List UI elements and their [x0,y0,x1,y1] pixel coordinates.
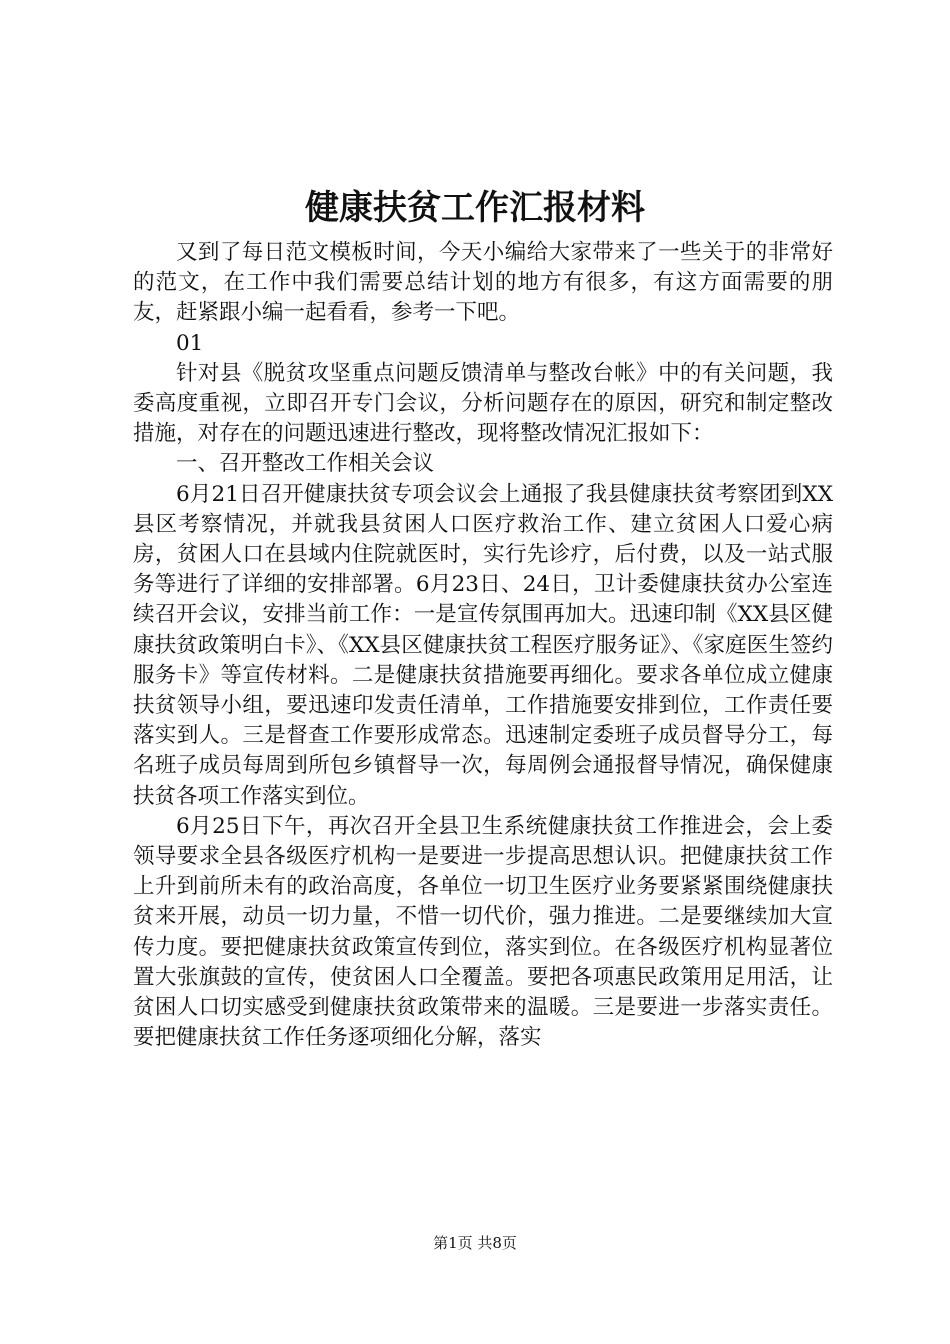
section-heading: 一、召开整改工作相关会议 [176,451,435,477]
document-body [133,238,833,1053]
paragraph-meeting-june-25: 6月25日下午，再次召开全县卫生系统健康扶贫工作推进会，会上委领导要求全县各级医疗机构一是要进一步提高思想认识。把健康扶贫工作上升到前所未有的政治高度，各单位一切卫生医疗业务要紧紧围绕健康扶贫来开展，动员一切力量，不惜一切代价，强力推进。二是要继续加大宣传力度。要把健康扶贫政策宣传到位，落实到位。在各级医疗机构显著位置大张旗鼓的宣传，使贫困人口全覆盖。要把各项惠民政策用足用活，让贫困人口切实感受到健康扶贫政策带来的温暖。三是要进一步落实责任。要把健康扶贫工作任务逐项细化分解，落实 [133,813,833,1051]
document-title: 健康扶贫工作汇报材料 [305,188,645,228]
paragraph-meeting-june-21: 6月21日召开健康扶贫专项会议会上通报了我县健康扶贫考察团到XX县区考察情况，并就我县贫困人口医疗救治工作、建立贫困人口爱心病房，贫困人口在县域内住院就医时，实行先诊疗，后付费，以及一站式服务等进行了详细的安排部署。6月23日、24日，卫计委健康扶贫办公室连续召开会议，安排当前工作：一是宣传氛围再加大。迅速印制《XX县区健康扶贫政策明白卡》、《XX县区健康扶贫工程医疗服务证》、《家庭医生签约服务卡》等宣传材料。二是健康扶贫措施要再细化。要求各单位成立健康扶贫领导小组，要迅速印发责任清单，工作措施要安排到位，工作责任要落实到人。三是督查工作要形成常态。迅速制定委班子成员督导分工，每名班子成员每周到所包乡镇督导一次，每周例会通报督导情况，确保健康扶贫各项工作落实到位。 [133,481,833,809]
page-footer: 第1页 共8页 [433,1234,517,1252]
paragraph-background: 针对县《脱贫攻坚重点问题反馈清单与整改台帐》中的有关问题，我委高度重视，立即召开专门会议，分析问题存在的原因，研究和制定整改措施，对存在的问题迅速进行整改，现将整改情况汇报如下： [133,360,833,447]
paragraph-intro: 又到了每日范文模板时间，今天小编给大家带来了一些关于的非常好的范文，在工作中我们需要总结计划的地方有很多，有这方面需要的朋友，赶紧跟小编一起看看，参考一下吧。 [133,240,833,326]
paragraph-section-number: 01 [176,330,204,356]
